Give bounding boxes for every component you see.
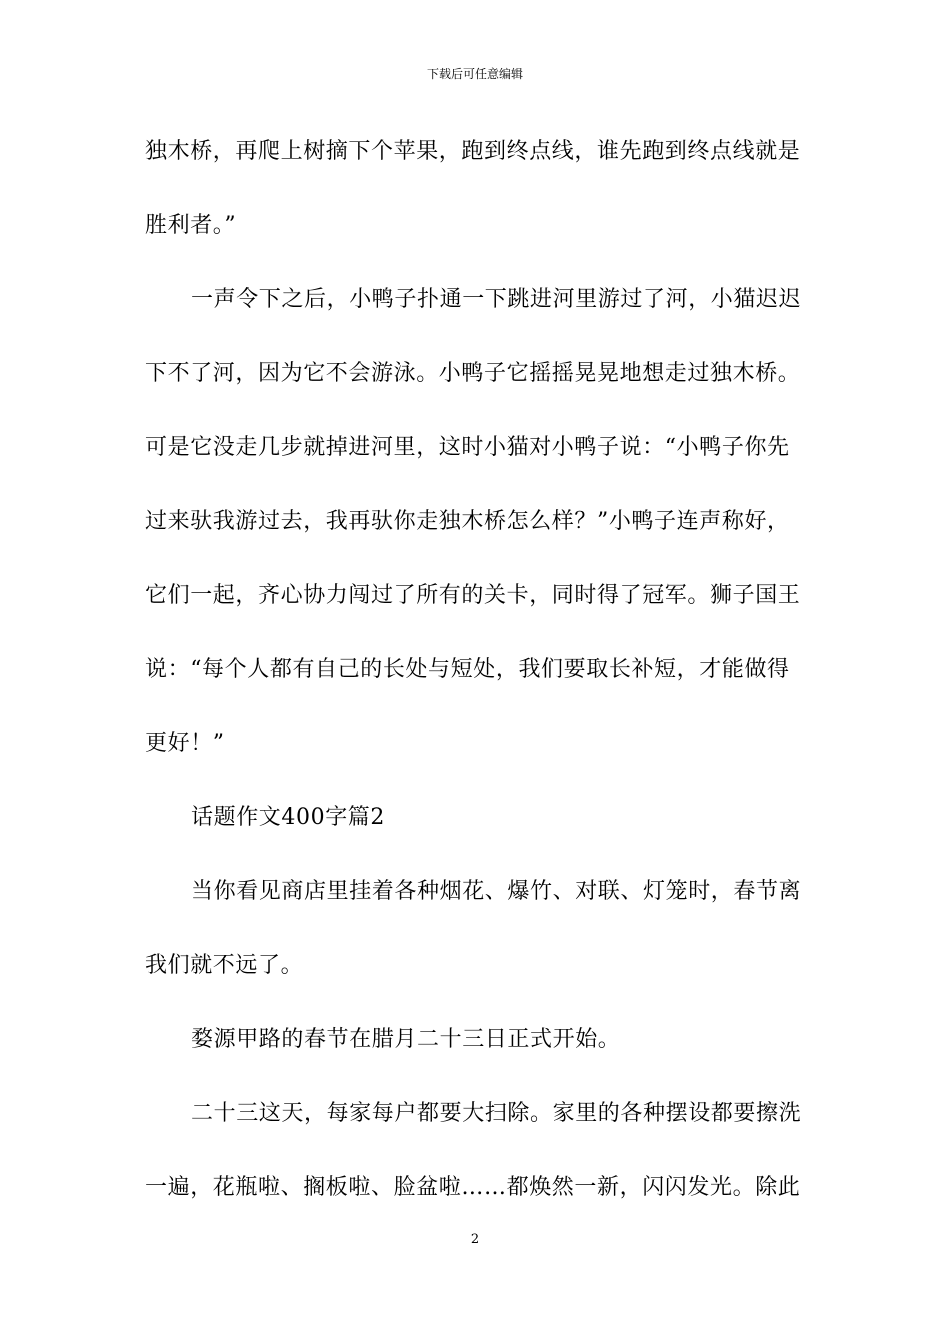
text-line: 它们一起，齐心协力闯过了所有的关卡，同时得了冠军。狮子国王	[145, 583, 801, 608]
page-number: 2	[470, 1232, 480, 1247]
text-line: 独木桥，再爬上树摘下个苹果，跑到终点线，谁先跑到终点线就是	[145, 139, 801, 164]
body-text	[145, 124, 811, 1234]
paragraph-start-line: 二十三这天，每家每户都要大扫除。家里的各种摆设都要擦洗	[191, 1101, 802, 1126]
page-header: 下载后可任意编辑	[426, 67, 523, 81]
text-line: 过来驮我游过去，我再驮你走独木桥怎么样？”小鸭子连声称好，	[145, 509, 790, 534]
text-line: 下不了河，因为它不会游泳。小鸭子它摇摇晃晃地想走过独木桥。	[145, 361, 801, 386]
text-line: 胜利者。”	[145, 213, 237, 238]
text-line: 一遍，花瓶啦、搁板啦、脸盆啦……都焕然一新，闪闪发光。除此	[145, 1175, 801, 1200]
paragraph-start-line: 当你看见商店里挂着各种烟花、爆竹、对联、灯笼时，春节离	[191, 879, 802, 904]
text-line: 可是它没走几步就掉进河里，这时小猫对小鸭子说：“小鸭子你先	[145, 435, 790, 460]
text-line: 说：“每个人都有自己的长处与短处，我们要取长补短，才能做得	[145, 657, 790, 682]
text-line: 更好！”	[145, 731, 225, 756]
paragraph-start-line: 一声令下之后，小鸭子扑通一下跳进河里游过了河，小猫迟迟	[191, 287, 802, 312]
paragraph-start-line: 婺源甲路的春节在腊月二十三日正式开始。	[191, 1027, 621, 1052]
text-line: 我们就不远了。	[145, 953, 304, 978]
section-heading: 话题作文400字篇2	[191, 805, 385, 830]
